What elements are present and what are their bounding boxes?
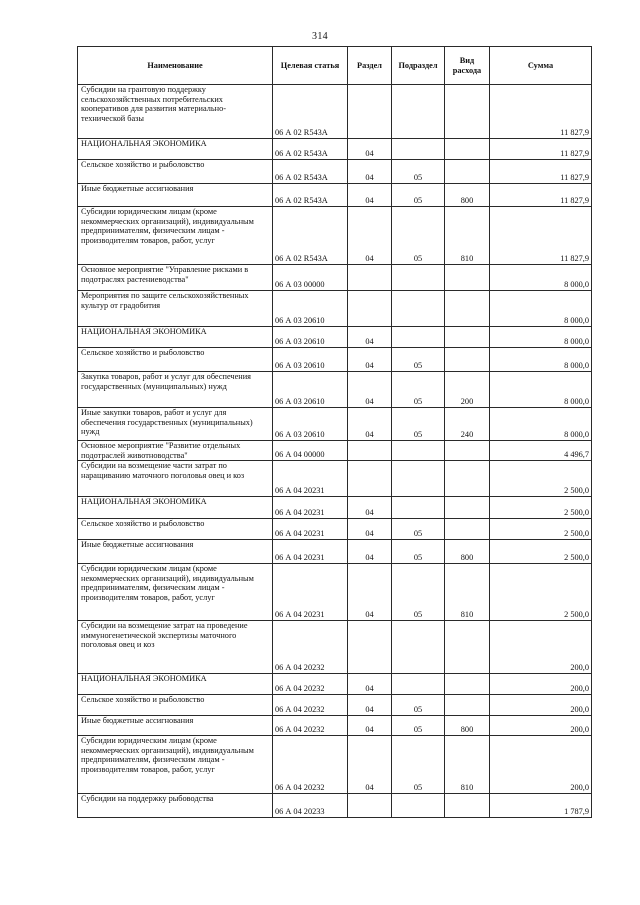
cell-section	[348, 85, 392, 139]
cell-target-code: 06 А 04 20232	[273, 621, 348, 674]
cell-name: Субсидии на поддержку рыбоводства	[78, 794, 273, 818]
cell-section: 04	[348, 184, 392, 207]
cell-section: 04	[348, 160, 392, 184]
table-row	[78, 497, 592, 519]
column-header-subsection: Подраздел	[392, 47, 445, 85]
cell-target-code: 06 А 04 20232	[273, 674, 348, 695]
cell-section: 04	[348, 327, 392, 348]
cell-expense-type	[445, 265, 490, 291]
cell-section: 04	[348, 408, 392, 441]
table-row	[78, 372, 592, 408]
cell-subsection: 05	[392, 716, 445, 736]
cell-expense-type	[445, 794, 490, 818]
cell-name: Мероприятия по защите сельскохозяйственных культур от градобития	[78, 291, 273, 327]
cell-name: Сельское хозяйство и рыболовство	[78, 348, 273, 372]
cell-expense-type	[445, 139, 490, 160]
cell-amount: 11 827,9	[490, 184, 592, 207]
cell-expense-type	[445, 291, 490, 327]
cell-target-code: 06 А 03 20610	[273, 348, 348, 372]
table-row	[78, 184, 592, 207]
cell-expense-type	[445, 327, 490, 348]
cell-subsection	[392, 794, 445, 818]
cell-section: 04	[348, 736, 392, 794]
table-row	[78, 348, 592, 372]
table-row	[78, 160, 592, 184]
cell-subsection	[392, 85, 445, 139]
cell-expense-type: 200	[445, 372, 490, 408]
cell-target-code: 06 А 02 R543А	[273, 184, 348, 207]
cell-subsection: 05	[392, 564, 445, 621]
cell-expense-type: 800	[445, 716, 490, 736]
cell-amount: 2 500,0	[490, 461, 592, 497]
cell-subsection	[392, 461, 445, 497]
cell-amount: 11 827,9	[490, 85, 592, 139]
table-row	[78, 408, 592, 441]
cell-target-code: 06 А 03 20610	[273, 327, 348, 348]
table-row	[78, 139, 592, 160]
cell-section: 04	[348, 348, 392, 372]
cell-name: НАЦИОНАЛЬНАЯ ЭКОНОМИКА	[78, 327, 273, 348]
cell-expense-type: 240	[445, 408, 490, 441]
cell-name: Основное мероприятие "Управление рисками в подотраслях растениеводства"	[78, 265, 273, 291]
cell-section: 04	[348, 564, 392, 621]
cell-name: НАЦИОНАЛЬНАЯ ЭКОНОМИКА	[78, 497, 273, 519]
cell-name: Сельское хозяйство и рыболовство	[78, 695, 273, 716]
cell-expense-type: 810	[445, 564, 490, 621]
cell-amount: 11 827,9	[490, 139, 592, 160]
cell-section: 04	[348, 540, 392, 564]
table-row	[78, 794, 592, 818]
cell-target-code: 06 А 04 00000	[273, 441, 348, 461]
cell-name: Субсидии юридическим лицам (кроме некоммерческих организаций), индивидуальным предпринимателям, физическим лицам - производителям товаров, работ, услуг	[78, 736, 273, 794]
cell-target-code: 06 А 04 20231	[273, 497, 348, 519]
cell-target-code: 06 А 03 20610	[273, 291, 348, 327]
cell-section: 04	[348, 695, 392, 716]
cell-amount: 200,0	[490, 621, 592, 674]
cell-name: Иные закупки товаров, работ и услуг для обеспечения государственных (муниципальных) нужд	[78, 408, 273, 441]
cell-amount: 8 000,0	[490, 327, 592, 348]
cell-name: Субсидии на возмещение части затрат по наращиванию маточного поголовья овец и коз	[78, 461, 273, 497]
cell-amount: 200,0	[490, 736, 592, 794]
cell-name: Субсидии на грантовую поддержку сельскохозяйственных потребительских кооперативов для развития материально-технической базы	[78, 85, 273, 139]
column-header-expense-type: Вид расхода	[445, 47, 490, 85]
cell-subsection: 05	[392, 736, 445, 794]
cell-target-code: 06 А 02 R543А	[273, 207, 348, 265]
cell-amount: 200,0	[490, 695, 592, 716]
column-header-amount: Сумма	[490, 47, 592, 85]
cell-section: 04	[348, 497, 392, 519]
cell-section: 04	[348, 207, 392, 265]
cell-name: Основное мероприятие "Развитие отдельных подотраслей животноводства"	[78, 441, 273, 461]
table-row	[78, 327, 592, 348]
table-row	[78, 716, 592, 736]
cell-target-code: 06 А 04 20232	[273, 716, 348, 736]
cell-amount: 8 000,0	[490, 372, 592, 408]
cell-expense-type: 800	[445, 540, 490, 564]
table-row	[78, 736, 592, 794]
cell-target-code: 06 А 04 20231	[273, 519, 348, 540]
cell-target-code: 06 А 04 20231	[273, 564, 348, 621]
cell-subsection	[392, 265, 445, 291]
cell-name: Субсидии юридическим лицам (кроме некоммерческих организаций), индивидуальным предпринимателям, физическим лицам - производителям товаров, работ, услуг	[78, 207, 273, 265]
cell-expense-type: 810	[445, 736, 490, 794]
cell-expense-type	[445, 674, 490, 695]
cell-section: 04	[348, 674, 392, 695]
cell-target-code: 06 А 04 20232	[273, 695, 348, 716]
table-row	[78, 695, 592, 716]
cell-subsection: 05	[392, 519, 445, 540]
cell-amount: 8 000,0	[490, 291, 592, 327]
cell-name: Субсидии юридическим лицам (кроме некоммерческих организаций), индивидуальным предпринимателям, физическим лицам - производителям товаров, работ, услуг	[78, 564, 273, 621]
cell-subsection: 05	[392, 207, 445, 265]
cell-amount: 200,0	[490, 716, 592, 736]
cell-target-code: 06 А 03 00000	[273, 265, 348, 291]
table-header-row	[78, 47, 592, 85]
cell-expense-type	[445, 519, 490, 540]
cell-amount: 8 000,0	[490, 265, 592, 291]
cell-subsection: 05	[392, 348, 445, 372]
table-row	[78, 564, 592, 621]
cell-amount: 200,0	[490, 674, 592, 695]
cell-amount: 4 496,7	[490, 441, 592, 461]
cell-amount: 2 500,0	[490, 540, 592, 564]
table-row	[78, 519, 592, 540]
cell-expense-type: 800	[445, 184, 490, 207]
cell-subsection	[392, 497, 445, 519]
cell-subsection	[392, 674, 445, 695]
cell-expense-type	[445, 461, 490, 497]
cell-subsection: 05	[392, 695, 445, 716]
cell-amount: 2 500,0	[490, 519, 592, 540]
cell-subsection	[392, 441, 445, 461]
cell-subsection	[392, 139, 445, 160]
table-row	[78, 207, 592, 265]
table-row	[78, 291, 592, 327]
cell-name: Сельское хозяйство и рыболовство	[78, 519, 273, 540]
cell-section	[348, 461, 392, 497]
column-header-target: Целевая статья	[273, 47, 348, 85]
cell-amount: 11 827,9	[490, 160, 592, 184]
cell-amount: 11 827,9	[490, 207, 592, 265]
cell-amount: 2 500,0	[490, 564, 592, 621]
cell-expense-type: 810	[445, 207, 490, 265]
cell-target-code: 06 А 04 20232	[273, 736, 348, 794]
cell-expense-type	[445, 695, 490, 716]
cell-target-code: 06 А 03 20610	[273, 372, 348, 408]
table-row	[78, 85, 592, 139]
cell-amount: 1 787,9	[490, 794, 592, 818]
budget-table	[77, 46, 592, 818]
cell-section	[348, 621, 392, 674]
cell-subsection	[392, 291, 445, 327]
cell-expense-type	[445, 85, 490, 139]
cell-name: Закупка товаров, работ и услуг для обеспечения государственных (муниципальных) нужд	[78, 372, 273, 408]
cell-subsection	[392, 327, 445, 348]
cell-target-code: 06 А 02 R543А	[273, 139, 348, 160]
cell-expense-type	[445, 348, 490, 372]
cell-section: 04	[348, 139, 392, 160]
table-row	[78, 461, 592, 497]
cell-subsection: 05	[392, 160, 445, 184]
cell-name: НАЦИОНАЛЬНАЯ ЭКОНОМИКА	[78, 674, 273, 695]
column-header-name: Наименование	[78, 47, 273, 85]
cell-name: Иные бюджетные ассигнования	[78, 716, 273, 736]
cell-target-code: 06 А 04 20233	[273, 794, 348, 818]
table-row	[78, 265, 592, 291]
table-body	[78, 85, 592, 818]
cell-section: 04	[348, 519, 392, 540]
cell-name: НАЦИОНАЛЬНАЯ ЭКОНОМИКА	[78, 139, 273, 160]
table-row	[78, 441, 592, 461]
cell-section	[348, 265, 392, 291]
cell-target-code: 06 А 04 20231	[273, 461, 348, 497]
cell-expense-type	[445, 160, 490, 184]
table-row	[78, 540, 592, 564]
table-row	[78, 674, 592, 695]
cell-expense-type	[445, 621, 490, 674]
cell-name: Иные бюджетные ассигнования	[78, 184, 273, 207]
cell-section	[348, 441, 392, 461]
cell-target-code: 06 А 02 R543А	[273, 85, 348, 139]
cell-subsection: 05	[392, 372, 445, 408]
cell-subsection: 05	[392, 540, 445, 564]
cell-target-code: 06 А 03 20610	[273, 408, 348, 441]
page-number: 314	[312, 31, 328, 42]
cell-expense-type	[445, 441, 490, 461]
cell-target-code: 06 А 04 20231	[273, 540, 348, 564]
column-header-section: Раздел	[348, 47, 392, 85]
cell-subsection: 05	[392, 184, 445, 207]
cell-target-code: 06 А 02 R543А	[273, 160, 348, 184]
cell-subsection	[392, 621, 445, 674]
cell-expense-type	[445, 497, 490, 519]
cell-amount: 8 000,0	[490, 408, 592, 441]
cell-amount: 8 000,0	[490, 348, 592, 372]
cell-name: Сельское хозяйство и рыболовство	[78, 160, 273, 184]
cell-name: Субсидии на возмещение затрат на проведение иммуногенетической экспертизы маточного поголовья овец и коз	[78, 621, 273, 674]
cell-section	[348, 291, 392, 327]
cell-section	[348, 794, 392, 818]
cell-section: 04	[348, 372, 392, 408]
cell-name: Иные бюджетные ассигнования	[78, 540, 273, 564]
cell-amount: 2 500,0	[490, 497, 592, 519]
cell-subsection: 05	[392, 408, 445, 441]
table-row	[78, 621, 592, 674]
cell-section: 04	[348, 716, 392, 736]
